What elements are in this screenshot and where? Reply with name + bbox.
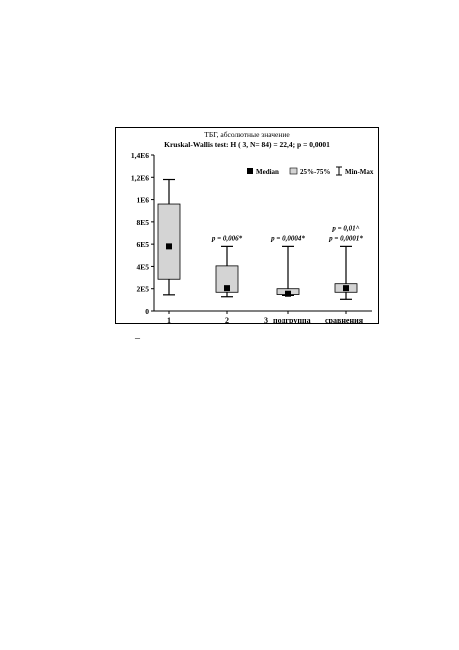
median-marker [343, 285, 349, 291]
x-tick-label: 3 [264, 316, 268, 323]
median-marker [285, 291, 291, 297]
y-tick-label: 6E5 [136, 240, 149, 250]
footer-mark: – [135, 333, 140, 344]
legend-median-marker [247, 168, 253, 174]
p-value-annotation: p = 0,006* [211, 234, 243, 243]
y-tick-label: 1,2E6 [130, 173, 149, 183]
x-tick-label: 1 [167, 316, 171, 323]
median-marker [166, 243, 172, 249]
legend-iqr-swatch [290, 168, 297, 174]
x-tick-label: 2 [225, 316, 229, 323]
p-value-annotation: p = 0,01^ [332, 224, 360, 233]
legend-iqr-label: 25%-75% [300, 168, 331, 176]
y-tick-label: 2E5 [136, 284, 149, 294]
x-axis-label: подгруппа [273, 316, 311, 323]
y-tick-label: 0 [145, 307, 149, 316]
legend-range-label: Min-Max [345, 168, 374, 176]
median-marker [224, 285, 230, 291]
chart-frame [115, 127, 379, 324]
chart-subtitle: Kruskal-Wallis test: H ( 3, N= 84) = 22,4; p = 0,0001 [164, 140, 330, 149]
p-value-annotation: p = 0,0001* [329, 234, 363, 243]
box-plot-chart [116, 128, 378, 323]
x-tick-label: сравнения [325, 316, 364, 323]
y-tick-label: 4E5 [136, 262, 149, 272]
p-value-annotation: p = 0,0004* [271, 234, 305, 243]
chart-title: ТБГ, абсолютные значение [204, 130, 290, 139]
y-tick-label: 1,4E6 [130, 151, 149, 160]
y-tick-label: 8E5 [136, 217, 149, 227]
legend-median-label: Median [256, 168, 279, 176]
y-tick-label: 1E6 [136, 195, 149, 205]
iqr-box [158, 204, 180, 279]
